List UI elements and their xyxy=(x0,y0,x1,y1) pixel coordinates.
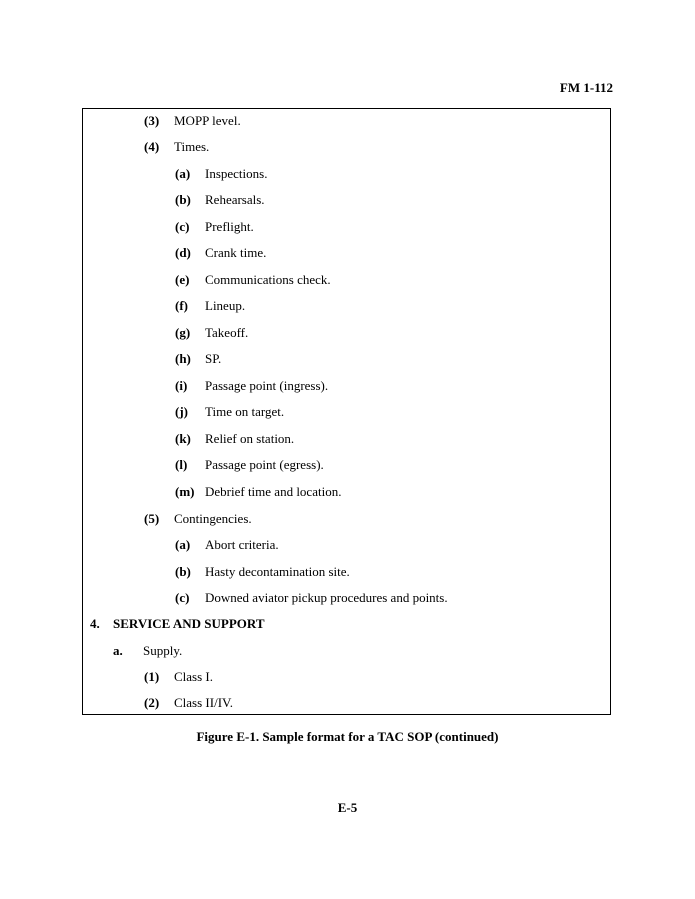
list-item-text: Passage point (ingress). xyxy=(205,378,329,393)
list-item xyxy=(175,589,448,607)
list-item-mark: (k) xyxy=(175,431,191,446)
list-item-mark: (a) xyxy=(175,537,191,552)
list-item xyxy=(144,510,252,528)
list-item-mark: (i) xyxy=(175,378,188,393)
list-item-text: Communications check. xyxy=(205,272,331,287)
list-item-text: Hasty decontamination site. xyxy=(205,564,350,579)
manual-id: FM 1-112 xyxy=(559,80,613,95)
list-item-text: Passage point (egress). xyxy=(205,457,324,472)
list-item xyxy=(175,324,249,342)
list-item-mark: (d) xyxy=(175,245,191,260)
list-item-text: Inspections. xyxy=(205,166,268,181)
list-item-text: Class II/IV. xyxy=(174,695,233,710)
figure-caption: Figure E-1. Sample format for a TAC SOP (continued) xyxy=(196,729,499,744)
section-number: 4. xyxy=(90,616,100,631)
list-item xyxy=(144,694,233,712)
list-item-text: Downed aviator pickup procedures and points. xyxy=(205,590,448,605)
list-item-mark: (f) xyxy=(175,298,188,313)
list-item xyxy=(175,456,324,474)
list-item-mark: (h) xyxy=(175,351,191,366)
list-item-mark: (a) xyxy=(175,166,191,181)
list-item xyxy=(144,112,241,130)
list-item-mark: (c) xyxy=(175,219,190,234)
list-item-text: Lineup. xyxy=(205,298,246,313)
list-item xyxy=(175,271,331,289)
list-item xyxy=(175,403,285,421)
list-item-text: Supply. xyxy=(143,643,183,658)
list-item xyxy=(175,244,267,262)
list-item-mark: a. xyxy=(113,643,123,658)
list-item-text: SP. xyxy=(205,351,222,366)
list-item xyxy=(175,430,295,448)
list-item-text: Contingencies. xyxy=(174,511,252,526)
list-item-mark: (j) xyxy=(175,404,188,419)
section-title: SERVICE AND SUPPORT xyxy=(113,616,265,631)
list-item xyxy=(175,297,246,315)
list-item-mark: (b) xyxy=(175,564,191,579)
list-item-mark: (5) xyxy=(144,511,160,526)
list-item-text: Relief on station. xyxy=(205,431,295,446)
list-item-text: Debrief time and location. xyxy=(205,484,342,499)
list-item-text: MOPP level. xyxy=(174,113,241,128)
list-item-text: Takeoff. xyxy=(205,325,249,340)
list-item-mark: (1) xyxy=(144,669,160,684)
list-item xyxy=(175,218,254,236)
list-item-mark: (4) xyxy=(144,139,160,154)
list-item xyxy=(144,668,213,686)
list-item xyxy=(175,350,222,368)
list-item-text: Times. xyxy=(174,139,210,154)
list-item xyxy=(144,138,210,156)
list-item-text: Rehearsals. xyxy=(205,192,265,207)
list-item-mark: (b) xyxy=(175,192,191,207)
list-item xyxy=(175,377,329,395)
list-item xyxy=(175,536,279,554)
list-item-text: Class I. xyxy=(174,669,213,684)
section-heading xyxy=(90,615,265,633)
list-item-mark: (g) xyxy=(175,325,191,340)
list-item-mark: (3) xyxy=(144,113,160,128)
list-item xyxy=(113,642,183,660)
list-item xyxy=(175,165,268,183)
list-item-text: Preflight. xyxy=(205,219,254,234)
list-item xyxy=(175,483,342,501)
list-item-text: Crank time. xyxy=(205,245,267,260)
list-item-text: Time on target. xyxy=(205,404,285,419)
list-item xyxy=(175,191,265,209)
list-item-mark: (2) xyxy=(144,695,160,710)
list-item-mark: (m) xyxy=(175,484,195,499)
list-item-mark: (l) xyxy=(175,457,188,472)
list-item-mark: (e) xyxy=(175,272,190,287)
list-item-mark: (c) xyxy=(175,590,190,605)
list-item xyxy=(175,563,350,581)
list-item-text: Abort criteria. xyxy=(205,537,279,552)
page-number: E-5 xyxy=(337,800,358,815)
